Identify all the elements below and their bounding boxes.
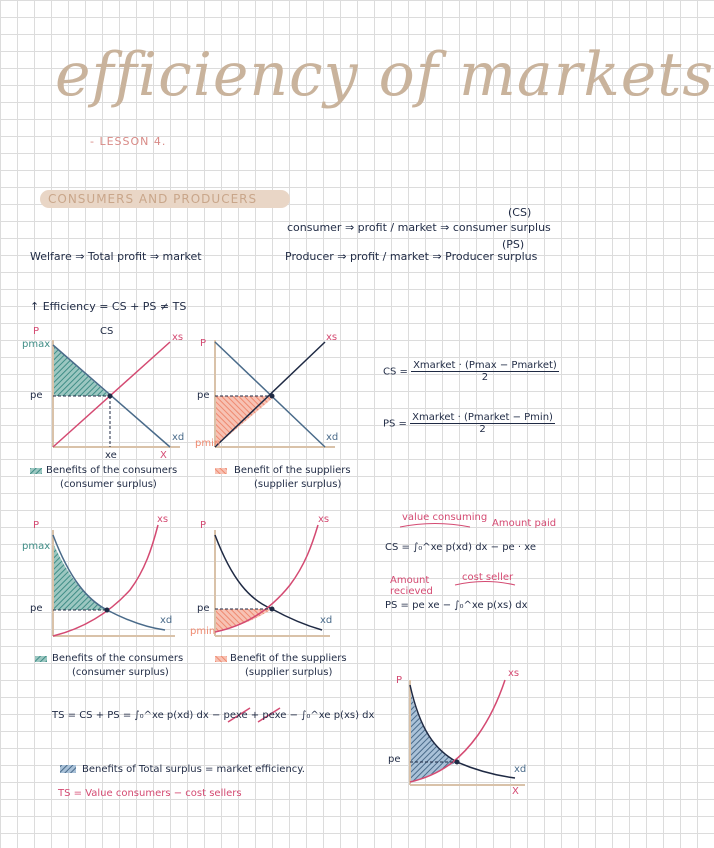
formula-cs xyxy=(383,360,559,383)
brace-value-consuming xyxy=(400,524,470,528)
g1-cs-label: CS xyxy=(100,326,114,337)
formula-cs-num: Xmarket · (Pmax − Pmarket) xyxy=(413,360,557,371)
lesson-label: - LESSON 4. xyxy=(90,135,167,148)
g3-xs-label: xs xyxy=(157,514,169,525)
equilibrium-point xyxy=(270,607,275,612)
legend-swatch-salmon-2 xyxy=(215,656,227,662)
formula-ps-lhs: PS = xyxy=(383,418,407,430)
graph-linear-ps xyxy=(215,340,335,447)
g1-xe-label: xe xyxy=(105,450,117,461)
legend-swatch-salmon-1 xyxy=(215,468,227,474)
legend1-line1: Benefits of the consumers xyxy=(46,465,178,476)
cs-note-value-consuming: value consuming xyxy=(402,512,488,523)
ps-abbr: (PS) xyxy=(502,238,525,251)
g4-xs-label: xs xyxy=(318,514,330,525)
g3-xd-label: xd xyxy=(160,615,173,626)
equilibrium-point xyxy=(108,394,113,399)
equilibrium-point xyxy=(455,760,460,765)
legend-swatch-blue xyxy=(60,765,76,773)
formula-ps-num: Xmarket · (Pmarket − Pmin) xyxy=(412,412,553,423)
g3-pmax-label: pmax xyxy=(22,541,51,552)
g1-p-label: P xyxy=(33,326,40,337)
g5-x-label: X xyxy=(512,786,519,797)
legend4-line1: Benefit of the suppliers xyxy=(230,653,347,664)
g4-pe-label: pe xyxy=(197,603,210,614)
section-heading: CONSUMERS AND PRODUCERS xyxy=(48,192,258,206)
page-title: efficiency of markets xyxy=(55,40,714,110)
g5-pe-label: pe xyxy=(388,754,401,765)
formula-cs-den: 2 xyxy=(481,372,489,383)
legend3-line2: (consumer surplus) xyxy=(72,667,169,678)
equilibrium-point xyxy=(105,608,110,613)
producer-line: Producer ⇒ profit / market ⇒ Producer surplus xyxy=(285,250,538,263)
equilibrium-point xyxy=(270,394,275,399)
legend4-line2: (supplier surplus) xyxy=(245,667,333,678)
g1-xd-label: xd xyxy=(172,432,185,443)
legend1-line2: (consumer surplus) xyxy=(60,479,157,490)
legend5: Benefits of Total surplus = market efficiency. xyxy=(82,764,305,775)
integral-cs: CS = ∫₀^xe p(xd) dx − pe · xe xyxy=(385,542,537,553)
ps-area xyxy=(215,609,272,632)
g3-p-label: P xyxy=(33,520,40,531)
cs-abbr: (CS) xyxy=(508,206,532,219)
legend2-line2: (supplier surplus) xyxy=(254,479,342,490)
efficiency-definition: ↑ Efficiency = CS + PS ≠ TS xyxy=(30,300,187,313)
ts-definition: TS = Value consumers − cost sellers xyxy=(58,788,242,799)
g5-p-label: P xyxy=(396,675,403,686)
g5-xs-label: xs xyxy=(508,668,520,679)
legend2-line1: Benefit of the suppliers xyxy=(234,465,351,476)
integral-ps: PS = pe xe − ∫₀^xe p(xs) dx xyxy=(385,600,528,611)
g1-xs-label: xs xyxy=(172,332,184,343)
formula-cs-lhs: CS = xyxy=(383,366,408,378)
graph-curved-cs xyxy=(53,525,175,636)
formula-ps xyxy=(383,412,555,435)
g1-x-label: X xyxy=(160,450,167,461)
g1-pmax-label: pmax xyxy=(22,339,51,350)
g2-xd-label: xd xyxy=(326,432,339,443)
legend3-line1: Benefits of the consumers xyxy=(52,653,184,664)
formula-ps-den: 2 xyxy=(479,424,486,435)
graph-curved-ps xyxy=(215,525,333,636)
ts-area xyxy=(410,690,457,782)
g4-xd-label: xd xyxy=(320,615,333,626)
graph-linear-cs xyxy=(53,340,180,447)
ts-formula: TS = CS + PS = ∫₀^xe p(xd) dx − pexe + pexe − ∫₀^xe p(xs) dx xyxy=(52,710,375,721)
legend-swatch-teal-2 xyxy=(35,656,47,662)
graph-total-surplus xyxy=(410,680,525,785)
ps-note-amount-received: Amount recieved xyxy=(390,575,433,597)
ps-note-cost-seller: cost seller xyxy=(462,572,514,583)
g4-pmin-label: pmin xyxy=(190,626,216,637)
legend-swatch-teal-1 xyxy=(30,468,42,474)
g2-pmin-label: pmin xyxy=(195,438,221,449)
consumer-line: consumer ⇒ profit / market ⇒ consumer surplus xyxy=(287,221,551,234)
cs-note-amount-paid: Amount paid xyxy=(492,518,557,529)
g5-xd-label: xd xyxy=(514,764,527,775)
welfare-line: Welfare ⇒ Total profit ⇒ market xyxy=(30,250,202,263)
g4-p-label: P xyxy=(200,520,207,531)
g2-xs-label: xs xyxy=(326,332,338,343)
g2-pe-label: pe xyxy=(197,390,210,401)
g2-p-label: P xyxy=(200,338,207,349)
g3-pe-label: pe xyxy=(30,603,43,614)
g1-pe-label: pe xyxy=(30,390,43,401)
